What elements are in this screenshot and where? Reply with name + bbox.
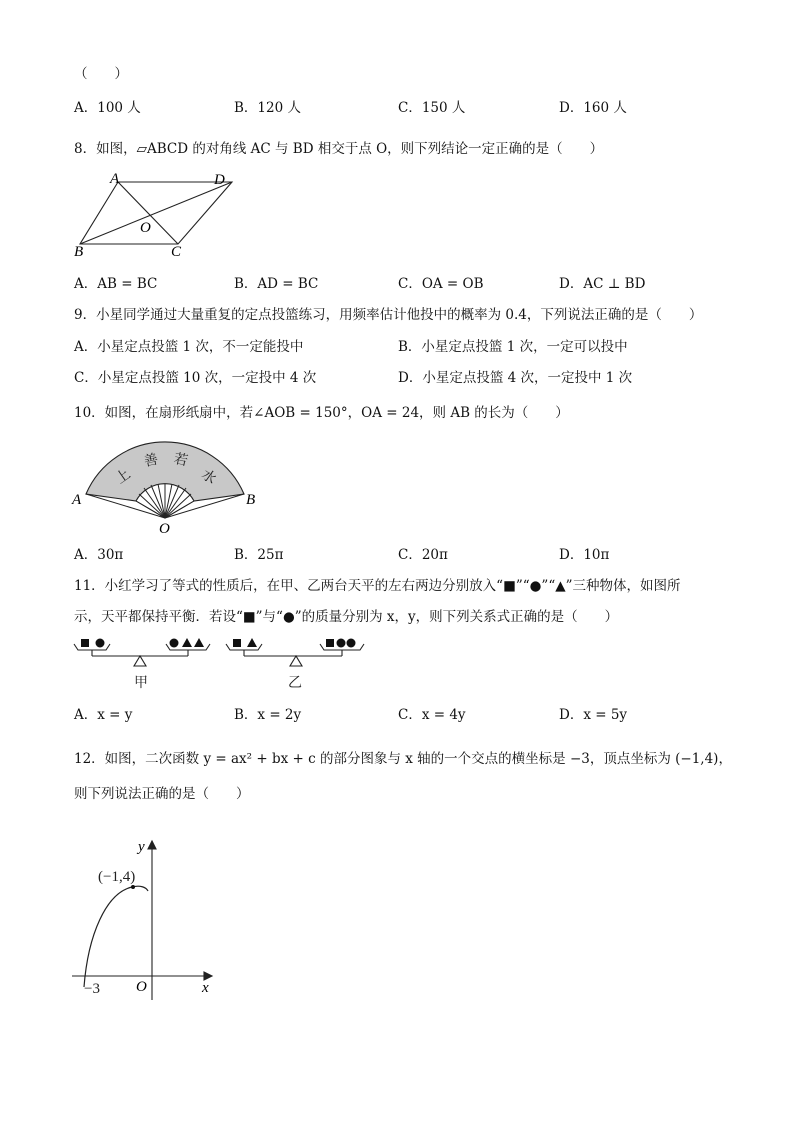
vertex-d-label: D xyxy=(214,172,225,188)
root-label: −3 xyxy=(84,981,100,997)
q9-option-c: C．小星定点投篮 10 次，一定投中 4 次 xyxy=(74,370,317,386)
y-axis-label: y xyxy=(138,839,145,855)
vertex-b-label: B xyxy=(74,244,84,260)
parabola-graph xyxy=(66,835,226,1005)
q8-option-c: C．OA = OB xyxy=(398,276,484,292)
scale-yi xyxy=(226,644,364,666)
q10-option-d: D．10π xyxy=(559,547,610,563)
q8-stem: 8．如图，▱ABCD 的对角线 AC 与 BD 相交于点 O，则下列结论一定正确的是（ ） xyxy=(74,141,604,157)
q7-option-a: A．100 人 xyxy=(74,100,141,116)
square-object-icon xyxy=(233,639,241,647)
q8-option-a: A．AB = BC xyxy=(74,276,158,292)
parallelogram-figure xyxy=(70,170,250,260)
origin-label: O xyxy=(136,979,147,995)
circle-object-icon xyxy=(96,639,105,648)
q12-stem-line2: 则下列说法正确的是（ ） xyxy=(74,786,250,802)
parabola-curve xyxy=(84,886,148,987)
x-axis-label: x xyxy=(202,980,209,996)
q7-option-b: B．120 人 xyxy=(234,100,301,116)
vertex-label: (−1,4) xyxy=(98,869,136,885)
q9-option-b: B．小星定点投篮 1 次，一定可以投中 xyxy=(398,339,628,355)
q7-stem: （ ） xyxy=(74,66,128,82)
fan-char-4: 水 xyxy=(198,466,219,488)
fan-point-o-label: O xyxy=(159,521,170,537)
y-axis-arrow-icon xyxy=(148,841,156,849)
q7-option-d: D．160 人 xyxy=(559,100,627,116)
balance-scales-figure xyxy=(70,634,370,694)
q8-option-b: B．AD = BC xyxy=(234,276,319,292)
q10-option-a: A．30π xyxy=(74,547,124,563)
q11-option-b: B．x = 2y xyxy=(234,707,302,723)
square-object-icon xyxy=(326,639,334,647)
q11-option-d: D．x = 5y xyxy=(559,707,628,723)
q9-option-d: D．小星定点投篮 4 次，一定投中 1 次 xyxy=(398,370,633,386)
q10-option-b: B．25π xyxy=(234,547,284,563)
q11-option-c: C．x = 4y xyxy=(398,707,466,723)
scale-yi-label: 乙 xyxy=(288,675,302,691)
fan-char-3: 若 xyxy=(172,450,190,470)
diagonal-bd xyxy=(80,182,232,244)
vertex-point xyxy=(131,885,135,889)
vertex-a-label: A xyxy=(110,171,120,187)
q12-stem-line1: 12．如图，二次函数 y = ax² + bx + c 的部分图象与 x 轴的一个交点的横坐标是 −3，顶点坐标为 (−1,4)， xyxy=(74,751,732,767)
x-axis-arrow-icon xyxy=(204,972,212,980)
square-object-icon xyxy=(81,639,89,647)
circle-object-icon xyxy=(347,639,356,648)
q11-option-a: A．x = y xyxy=(74,707,133,723)
q7-option-c: C．150 人 xyxy=(398,100,466,116)
fan-point-b-label: B xyxy=(246,492,256,508)
fan-char-2: 善 xyxy=(142,451,160,471)
vertex-c-label: C xyxy=(171,244,182,260)
q10-stem: 10．如图，在扇形纸扇中，若∠AOB = 150°，OA = 24，则 AB 的长为（ ） xyxy=(74,405,569,421)
q9-stem: 9．小星同学通过大量重复的定点投篮练习，用频率估计他投中的概率为 0.4，下列说法正确的是（ ） xyxy=(74,307,703,323)
triangle-object-icon xyxy=(182,638,192,647)
fan-figure xyxy=(66,432,266,537)
circle-object-icon xyxy=(337,639,346,648)
q9-option-a: A．小星定点投篮 1 次，不一定能投中 xyxy=(74,339,304,355)
q11-stem-line1: 11．小红学习了等式的性质后，在甲、乙两台天平的左右两边分别放入“■”“●”“▲”三种物体，如图所 xyxy=(74,578,681,594)
scale-jia-label: 甲 xyxy=(134,675,148,691)
center-o-label: O xyxy=(140,220,151,236)
scale-jia xyxy=(74,644,210,666)
q10-option-c: C．20π xyxy=(398,547,448,563)
q11-stem-line2: 示，天平都保持平衡．若设“■”与“●”的质量分别为 x，y，则下列关系式正确的是（ ） xyxy=(74,609,619,625)
triangle-object-icon xyxy=(194,638,204,647)
fan-char-1: 上 xyxy=(112,466,134,488)
fan-point-a-label: A xyxy=(72,492,82,508)
q8-option-d: D．AC ⊥ BD xyxy=(559,276,646,292)
triangle-object-icon xyxy=(247,638,257,647)
circle-object-icon xyxy=(170,639,179,648)
